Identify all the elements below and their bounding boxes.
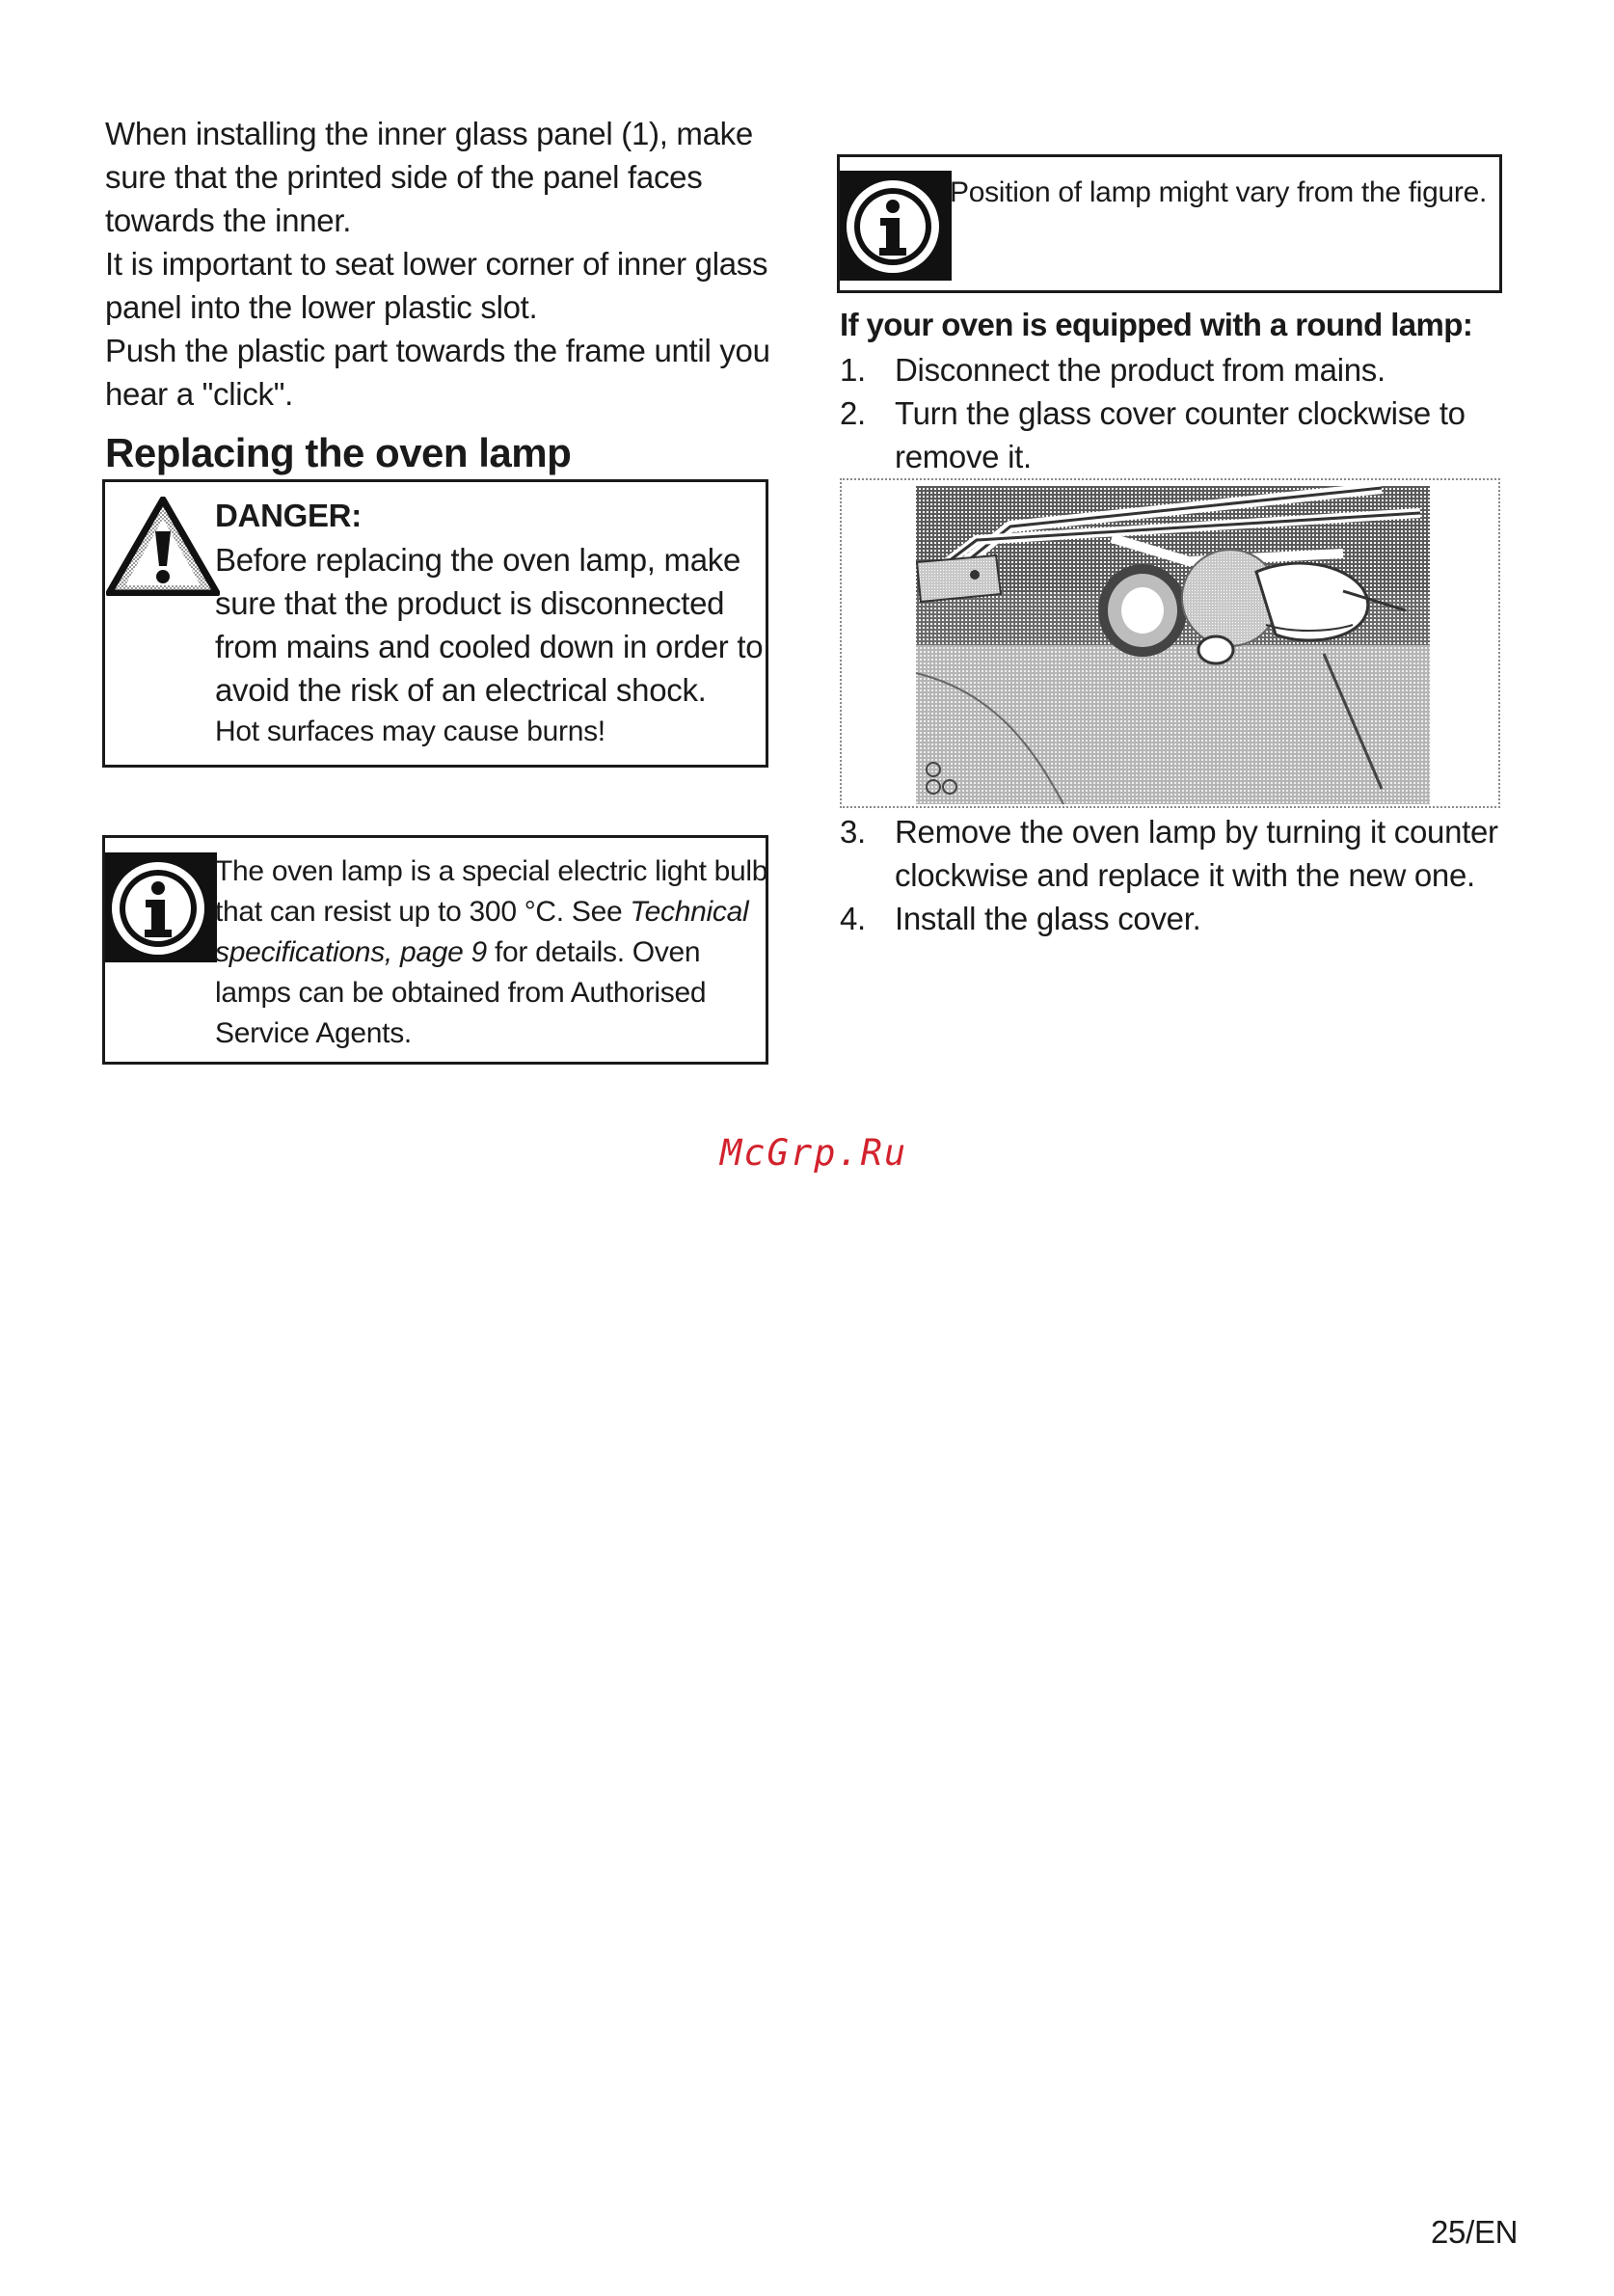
lamp-info-text-b: for details. Oven lamps can be obtained from Authorised Service Agents.	[215, 936, 707, 1049]
step-text: Remove the oven lamp by turning it counter clockwise and replace it with the new one.	[895, 814, 1498, 893]
danger-note: Hot surfaces may cause burns!	[215, 716, 605, 747]
round-lamp-subheading: If your oven is equipped with a round lamp:	[840, 307, 1473, 342]
steps-list-before	[840, 348, 1515, 478]
warning-triangle-icon	[106, 497, 220, 596]
lamp-info-box	[102, 835, 768, 1065]
technical-specs-reference: Technical specifications, page 9	[215, 896, 749, 968]
step-text: Install the glass cover.	[895, 901, 1201, 936]
lamp-info-text	[215, 851, 769, 1054]
step-number: 2.	[840, 395, 866, 431]
watermark: McGrp.Ru	[720, 1132, 908, 1174]
position-info-box	[837, 154, 1502, 293]
intro-paragraph-3: Push the plastic part towards the frame until you hear a "click".	[105, 333, 770, 412]
info-icon	[840, 171, 952, 281]
intro-text	[105, 112, 780, 416]
info-icon	[105, 852, 217, 962]
page-number: 25/EN	[1431, 2214, 1519, 2250]
list-item	[840, 348, 1515, 392]
danger-title: DANGER:	[215, 498, 362, 533]
danger-text: Before replacing the oven lamp, make sure that the product is disconnected from mains and cooled down in order to avoid the risk of an electrical shock.	[215, 542, 764, 708]
section-title: Replacing the oven lamp	[105, 430, 572, 475]
position-info-text: Position of lamp might vary from the figure.	[950, 176, 1488, 208]
step-text: Disconnect the product from mains.	[895, 352, 1385, 388]
steps-list-after	[840, 810, 1515, 940]
intro-paragraph-2: It is important to seat lower corner of inner glass panel into the lower plastic slot.	[105, 246, 768, 325]
intro-paragraph-1: When installing the inner glass panel (1), make sure that the printed side of the panel faces towards the inner.	[105, 116, 753, 238]
lamp-info-text-a: The oven lamp is a special electric light bulb that can resist up to 300 °C. See	[215, 855, 768, 928]
step-number: 3.	[840, 814, 866, 850]
step-text: Turn the glass cover counter clockwise to remove it.	[895, 395, 1466, 474]
step-number: 4.	[840, 901, 866, 936]
list-item	[840, 897, 1515, 940]
list-item	[840, 810, 1515, 897]
danger-box	[102, 479, 768, 768]
lamp-cover-figure	[840, 478, 1500, 808]
list-item	[840, 392, 1515, 478]
step-number: 1.	[840, 352, 866, 388]
